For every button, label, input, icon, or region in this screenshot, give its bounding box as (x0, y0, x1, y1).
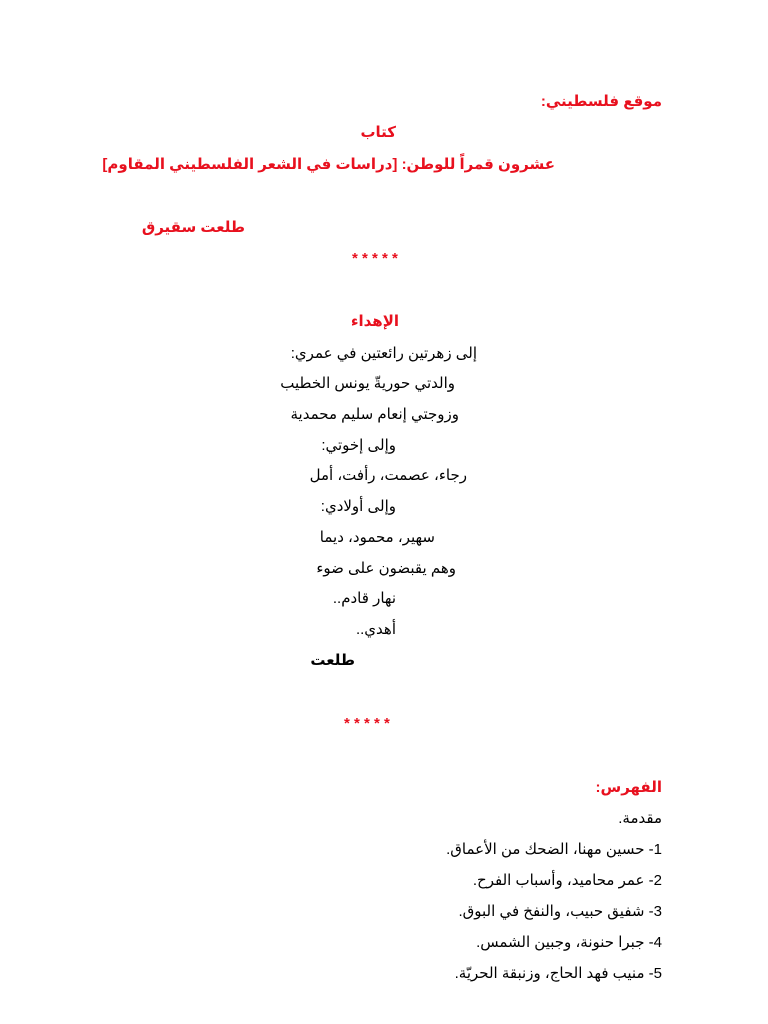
dedication-line: وإلى إخوتي: (321, 437, 396, 454)
index-item: 1- حسين مهنا، الضحك من الأعماق. (446, 841, 662, 858)
dedication-line: أهدي.. (355, 621, 396, 638)
dedication-line: نهار قادم.. (332, 590, 396, 607)
dedication-line: والدتي حوريةّ يونس الخطيب (280, 375, 455, 392)
dedication-line: إلى زهرتين رائعتين في عمري: (290, 345, 477, 362)
book-title: عشرون قمراً للوطن: [دراسات في الشعر الفلسطيني المقاوم] (102, 156, 555, 173)
dedication-signature: طلعت (310, 652, 355, 669)
dedication-line: رجاء، عصمت، رأفت، أمل (309, 467, 467, 484)
site-label: موقع فلسطيني: (540, 93, 662, 110)
stars-divider-top: * * * * * (352, 250, 398, 267)
book-label: كتاب (360, 124, 396, 141)
dedication-line: وإلى أولادي: (320, 498, 396, 515)
index-item: 4- جبرا حنونة، وجبين الشمس. (476, 934, 662, 951)
index-item: مقدمة. (618, 810, 662, 827)
index-heading: الفهرس: (595, 779, 662, 796)
dedication-line: وزوجتي إنعام سليم محمدية (290, 406, 459, 423)
index-item: 3- شفيق حبيب، والنفخ في البوق. (458, 903, 662, 920)
dedication-heading: الإهداء (350, 313, 399, 330)
stars-divider-bottom: * * * * * (344, 715, 390, 732)
dedication-line: سهير، محمود، ديما (319, 529, 435, 546)
index-item: 2- عمر محاميد، وأسباب الفرح. (472, 872, 662, 889)
author-name: طلعت سقيرق (141, 219, 245, 236)
dedication-line: وهم يقبضون على ضوء (316, 560, 456, 577)
index-item: 5- منيب فهد الحاج، وزنبقة الحريّة. (454, 965, 662, 982)
